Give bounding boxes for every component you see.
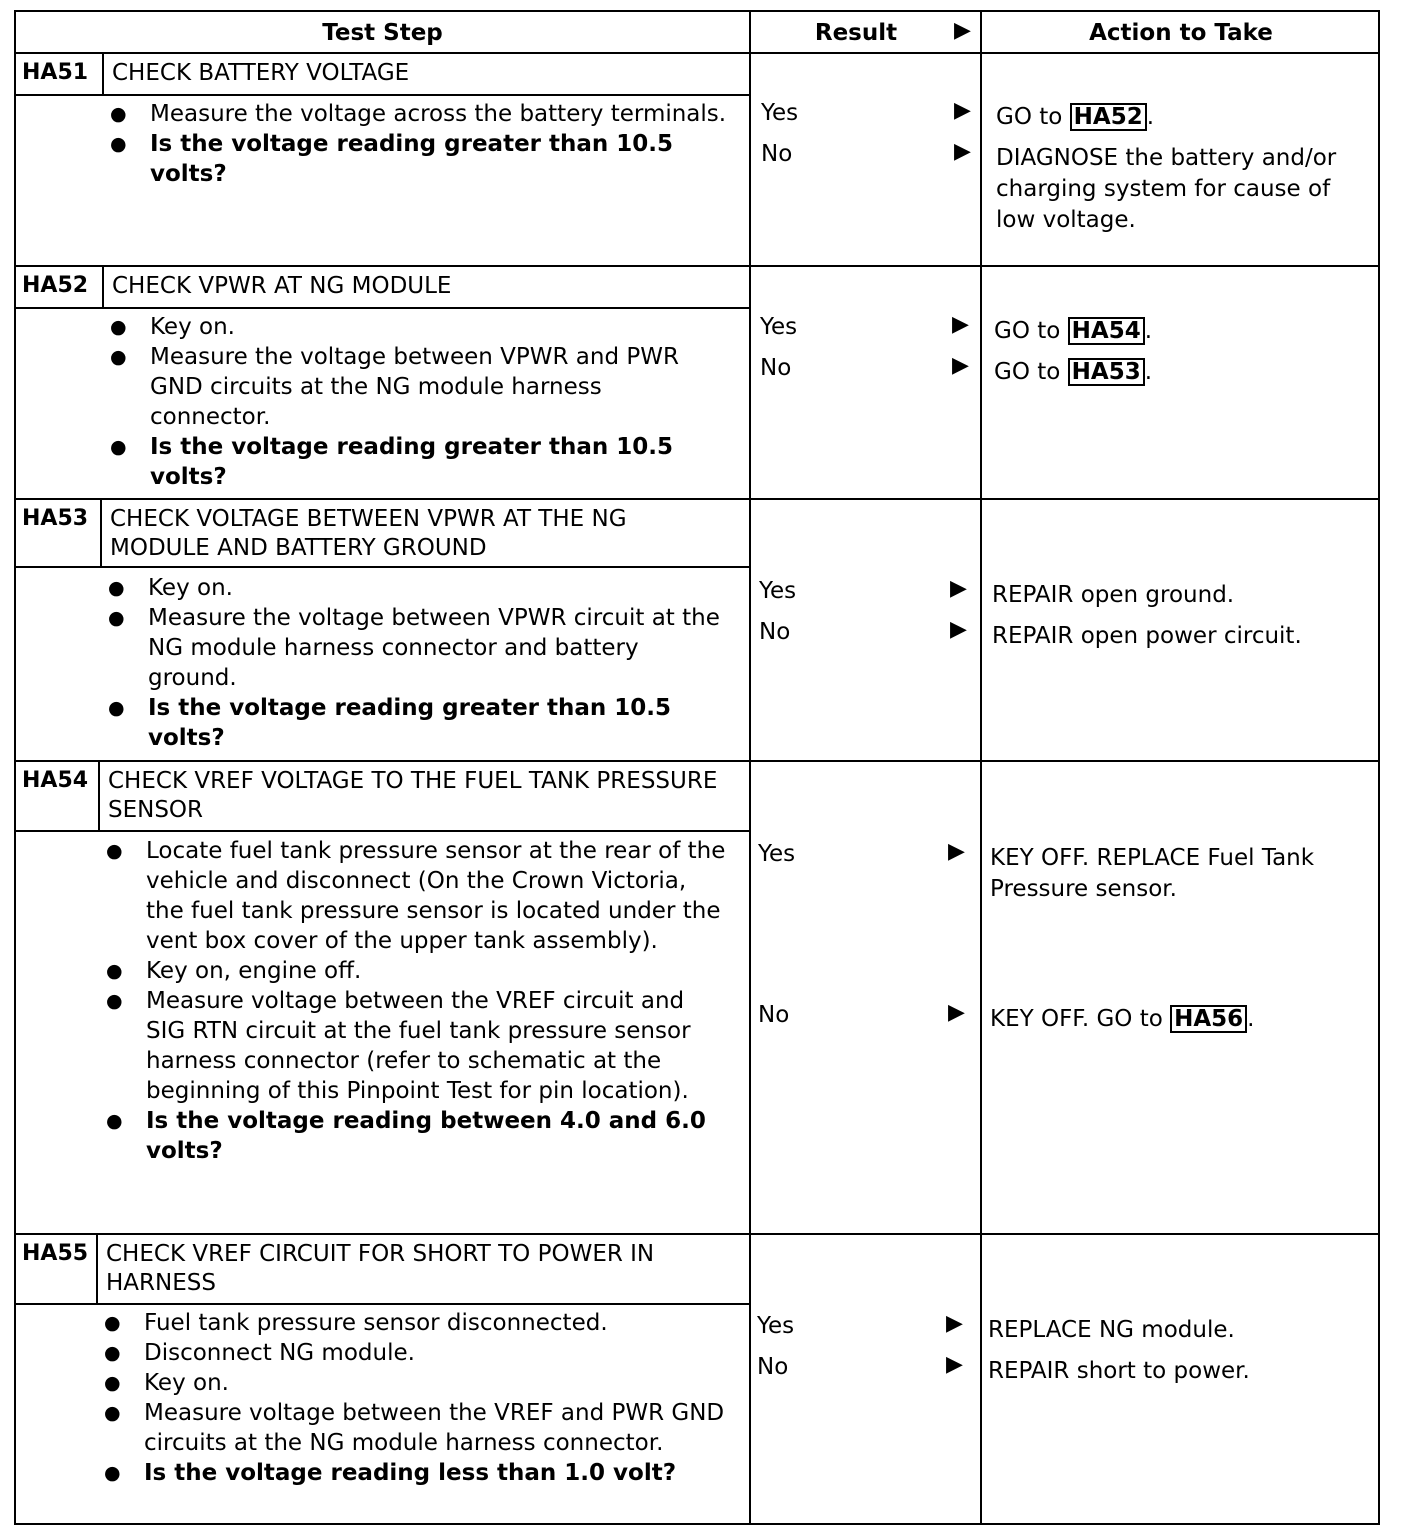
step-title: CHECK BATTERY VOLTAGE (112, 60, 410, 86)
step-instruction: ● Measure the voltage across the battery terminals. (110, 99, 727, 129)
step-instruction: ● Key on. (104, 1368, 727, 1398)
action-instruction: KEY OFF. REPLACE Fuel Tank Pressure sensor. (990, 845, 1315, 902)
result-arrow-icon: ▶ (946, 1311, 963, 1336)
step-instruction: ● Locate fuel tank pressure sensor at the rear of the vehicle and disconnect (On the Crown Victoria, the fuel tank pressure sensor is located under the vent box cover of the upper tank assembly). (106, 836, 727, 956)
action-text (994, 357, 1364, 388)
result-arrow-icon: ▶ (946, 1352, 963, 1377)
step-divider (16, 760, 1378, 762)
result-arrow-icon: ▶ (948, 839, 965, 864)
step-question: ● Is the voltage reading between 4.0 and 6.0 volts? (106, 1106, 727, 1166)
step-instruction: ● Fuel tank pressure sensor disconnected. (104, 1308, 727, 1338)
step-instruction: ● Disconnect NG module. (104, 1338, 727, 1368)
header-arrow-icon: ▶ (954, 18, 971, 43)
action-text (990, 1004, 1360, 1035)
step-title: CHECK VREF CIRCUIT FOR SHORT TO POWER IN HARNESS (106, 1241, 655, 1296)
step-instruction: ● Measure voltage between the VREF and PWR GND circuits at the NG module harness connector. (104, 1398, 727, 1458)
id-divider (96, 1235, 98, 1303)
result-no: No (761, 141, 793, 167)
step-instruction: ● Key on. (108, 573, 727, 603)
title-divider (16, 830, 749, 832)
action-instruction: REPAIR short to power. (988, 1358, 1250, 1384)
step-title: CHECK VOLTAGE BETWEEN VPWR AT THE NG MODULE AND BATTERY GROUND (110, 506, 627, 561)
step-question: ● Is the voltage reading greater than 10.5 volts? (110, 432, 727, 492)
title-divider (16, 307, 749, 309)
step-bullet-list (110, 312, 727, 492)
action-instruction: REPAIR open ground. (992, 582, 1235, 608)
step-instruction: ● Measure the voltage between VPWR and PWR GND circuits at the NG module harness connector. (110, 342, 727, 432)
step-question: ● Is the voltage reading less than 1.0 volt? (104, 1458, 727, 1488)
step-instruction: ● Key on. (110, 312, 727, 342)
step-id: HA53 (22, 506, 89, 531)
pinpoint-test-table (14, 10, 1380, 1525)
step-divider (16, 498, 1378, 500)
action-text (988, 1356, 1358, 1387)
step-reference-link[interactable]: HA53 (1068, 358, 1145, 386)
action-text (990, 843, 1360, 905)
result-yes: Yes (757, 1313, 795, 1339)
step-instruction: ● Measure the voltage between VPWR circuit at the NG module harness connector and battery ground. (108, 603, 727, 693)
result-arrow-icon: ▶ (954, 139, 971, 164)
header-action: Action to Take (1089, 20, 1273, 46)
title-divider (16, 94, 749, 96)
column-divider-action (980, 12, 982, 1523)
step-id: HA54 (22, 768, 89, 793)
action-punctuation: . (1146, 104, 1155, 130)
action-instruction: DIAGNOSE the battery and/or charging system for cause of low voltage. (996, 145, 1337, 233)
result-yes: Yes (759, 578, 797, 604)
result-arrow-icon: ▶ (948, 1000, 965, 1025)
result-yes: Yes (760, 314, 798, 340)
id-divider (102, 54, 104, 94)
step-id: HA52 (22, 273, 89, 298)
title-divider (16, 1303, 749, 1305)
header-result: Result (814, 20, 898, 46)
action-punctuation: . (1144, 359, 1153, 385)
step-title: CHECK VPWR AT NG MODULE (112, 273, 452, 299)
step-divider (16, 1233, 1378, 1235)
step-reference-link[interactable]: HA52 (1070, 103, 1147, 131)
action-instruction: GO to (996, 104, 1063, 130)
step-id: HA51 (22, 60, 89, 85)
action-text (996, 143, 1366, 236)
result-arrow-icon: ▶ (952, 353, 969, 378)
column-divider-result (749, 12, 751, 1523)
result-arrow-icon: ▶ (950, 576, 967, 601)
id-divider (102, 267, 104, 307)
step-bullet-list (104, 1308, 727, 1488)
step-question: ● Is the voltage reading greater than 10.5 volts? (110, 129, 727, 189)
result-arrow-icon: ▶ (950, 617, 967, 642)
action-text (992, 621, 1362, 652)
action-punctuation: . (1144, 318, 1153, 344)
result-no: No (760, 355, 792, 381)
action-punctuation: . (1247, 1006, 1255, 1032)
result-no: No (757, 1354, 789, 1380)
step-bullet-list (108, 573, 727, 753)
id-divider (100, 500, 102, 566)
result-arrow-icon: ▶ (952, 312, 969, 337)
result-yes: Yes (761, 100, 799, 126)
step-reference-link[interactable]: HA54 (1068, 317, 1145, 345)
result-no: No (758, 1002, 790, 1028)
header-divider (16, 52, 1378, 54)
action-instruction: GO to (994, 318, 1061, 344)
action-text (988, 1315, 1358, 1346)
step-instruction: ● Measure voltage between the VREF circuit and SIG RTN circuit at the fuel tank pressure sensor harness connector (refer to schematic at the beginning of this Pinpoint Test for pin location). (106, 986, 727, 1106)
id-divider (98, 762, 100, 830)
step-id: HA55 (22, 1241, 89, 1266)
step-reference-link[interactable]: HA56 (1170, 1005, 1247, 1033)
action-text (992, 580, 1362, 611)
result-no: No (759, 619, 791, 645)
title-divider (16, 566, 749, 568)
step-bullet-list (106, 836, 727, 1166)
result-arrow-icon: ▶ (954, 98, 971, 123)
action-text (994, 316, 1364, 347)
action-instruction: REPAIR open power circuit. (992, 623, 1302, 649)
step-bullet-list (110, 99, 727, 189)
action-instruction: GO to (994, 359, 1061, 385)
step-title: CHECK VREF VOLTAGE TO THE FUEL TANK PRESSURE SENSOR (108, 768, 718, 823)
result-yes: Yes (758, 841, 796, 867)
step-instruction: ● Key on, engine off. (106, 956, 727, 986)
action-instruction: REPLACE NG module. (988, 1317, 1235, 1343)
step-question: ● Is the voltage reading greater than 10.5 volts? (108, 693, 727, 753)
header-test-step: Test Step (322, 20, 443, 46)
action-text (996, 102, 1366, 133)
step-divider (16, 265, 1378, 267)
action-instruction: KEY OFF. GO to (990, 1006, 1163, 1032)
